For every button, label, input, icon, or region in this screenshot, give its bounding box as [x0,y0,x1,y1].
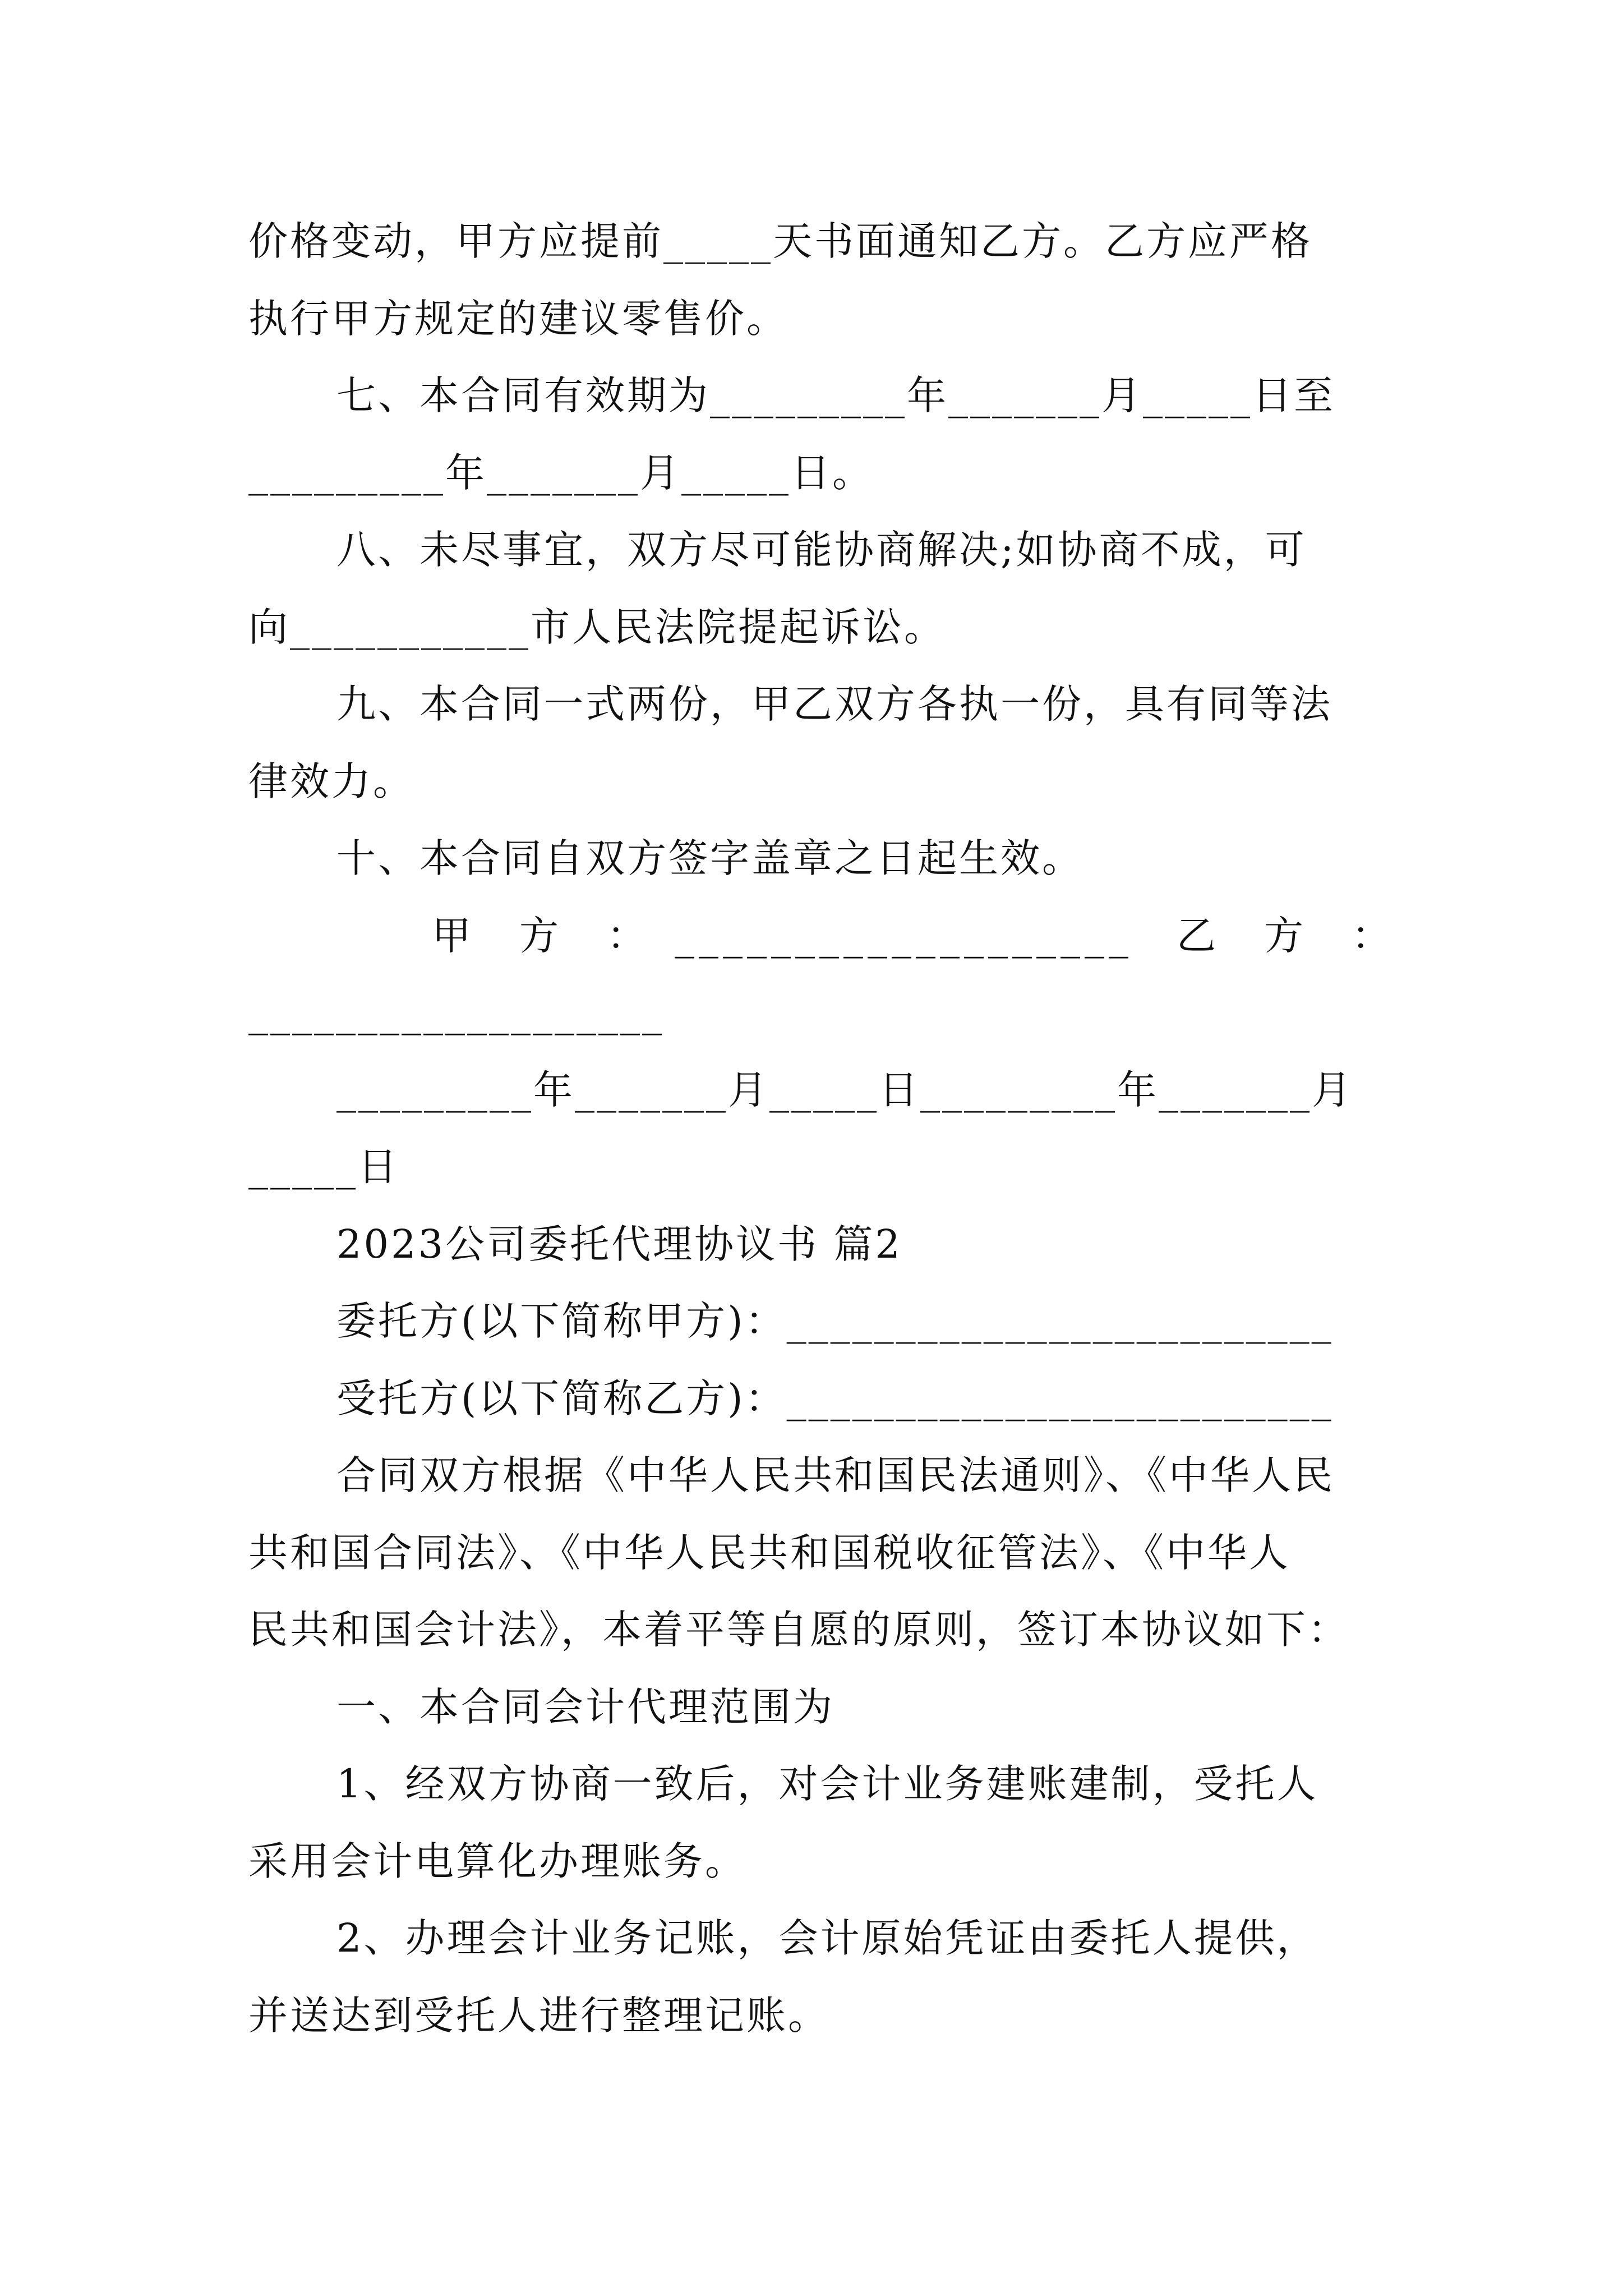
paragraph-line: 合同双方根据《中华人民共和国民法通则》、《中华人民 [336,1452,1335,1498]
clause-9-line: 九、本合同一式两份，甲乙双方各执一份，具有同等法 [336,681,1332,727]
paragraph-line: 向___________市人民法院提起诉讼。 [248,604,946,650]
paragraph-line: 共和国合同法》、《中华人民共和国税收征管法》、《中华人 [248,1530,1290,1576]
paragraph-line: 1、经双方协商一致后，对会计业务建账建制，受托人 [336,1761,1318,1807]
paragraph-line: 律效力。 [248,758,414,804]
signature-date-line: _____日 [248,1144,399,1190]
signature-blank-line: ___________________ [248,990,664,1036]
principal-party-line: 委托方(以下简称甲方)：_________________________ [336,1298,1334,1344]
paragraph-line: 民共和国会计法》，本着平等自愿的原则，签订本协议如下： [248,1607,1349,1653]
paragraph-line: 价格变动，甲方应提前_____天书面通知乙方。乙方应严格 [248,218,1312,264]
paragraph-line: 并送达到受托人进行整理记账。 [248,1993,829,2039]
clause-7-line: 七、本合同有效期为_________年_______月_____日至 [336,372,1335,418]
paragraph-line: 采用会计电算化办理账务。 [248,1838,746,1884]
section-heading: 2023公司委托代理协议书 篇2 [336,1221,902,1267]
clause-1-heading: 一、本合同会计代理范围为 [336,1684,834,1730]
paragraph-line: 执行甲方规定的建议零售价。 [248,296,788,342]
signature-date-line: _________年_______月_____日_________年_______月 [336,1067,1353,1113]
paragraph-line: _________年_______月_____日。 [248,450,874,496]
signature-party-line: 甲 方 ： ___________________ 乙 方 ： [432,913,1395,959]
agent-party-line: 受托方(以下简称乙方)：_________________________ [336,1375,1334,1421]
clause-8-line: 八、未尽事宜，双方尽可能协商解决;如协商不成，可 [336,527,1307,573]
paragraph-line: 2、办理会计业务记账，会计原始凭证由委托人提供， [336,1915,1318,1961]
clause-10-line: 十、本合同自双方签字盖章之日起生效。 [336,835,1083,881]
